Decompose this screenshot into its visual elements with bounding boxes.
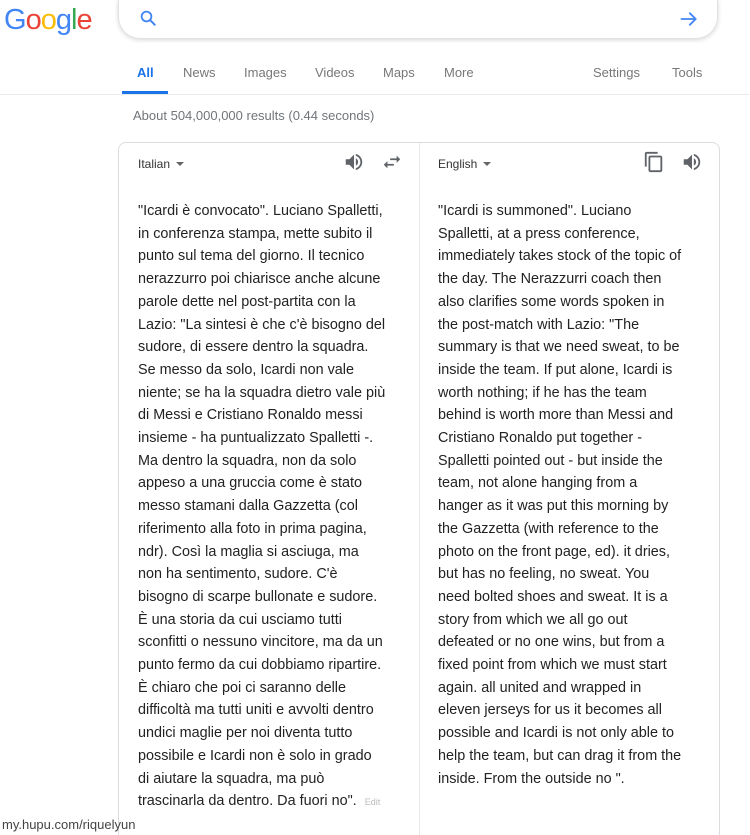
swap-languages-icon[interactable] xyxy=(381,151,403,173)
tab-all[interactable]: All xyxy=(137,65,154,80)
edit-link[interactable]: Edit xyxy=(364,797,381,808)
active-tab-indicator xyxy=(122,91,168,94)
result-stats: About 504,000,000 results (0.44 seconds) xyxy=(133,108,375,123)
search-box[interactable] xyxy=(118,0,718,39)
search-icon[interactable] xyxy=(139,9,157,27)
source-language-select[interactable] xyxy=(138,157,184,171)
target-text-area xyxy=(438,200,708,790)
search-input[interactable] xyxy=(169,6,673,34)
tab-more[interactable]: More xyxy=(444,65,474,80)
speaker-icon[interactable] xyxy=(681,151,703,173)
speaker-icon[interactable] xyxy=(343,151,365,173)
watermark: my.hupu.com/riquelyun xyxy=(2,817,136,832)
copy-icon[interactable] xyxy=(643,151,665,173)
logo-letter: o xyxy=(25,4,41,36)
source-text: "Icardi è convocato". Luciano Spalletti, in conferenza stampa, mette subito il punto sul tema del giorno. Il tecnico nerazzurro poi chiarisce anche alcune parole dette nel post-partita con la Lazio: "La sintesi è che c'è bisogno del sudore, di essere dentro la squadra. Se messo da solo, Icardi non vale niente; se ha la squadra dietro vale più di Messi e Cristiano Ronaldo messi insieme - ha puntualizzato Spalletti -. Ma dentro la squadra, non da solo appeso a una gruccia come è stato messo stamani dalla Gazzetta (col riferimento alla foto in prima pagina, ndr). Così la maglia si asciuga, ma non ha sentimento, sudore. C'è bisogno di scarpe bullonate e sudore. È una storia da cui usciamo tutti sconfitti o nessuno vincitore, ma da un punto fermo da cui dobbiamo ripartire. È chiaro che poi ci saranno delle difficoltà ma tutti uniti e avvolti dentro undici maglie per noi diventa tutto possibile e Icardi non è solo in grado di aiutare la squadra, ma può trascinarla da dentro. Da fuori no". xyxy=(138,203,386,810)
chevron-down-icon xyxy=(176,162,184,166)
tab-maps[interactable]: Maps xyxy=(383,65,415,80)
source-language-label: Italian xyxy=(138,157,171,171)
logo-letter: G xyxy=(4,4,26,36)
tab-tools[interactable]: Tools xyxy=(672,65,703,80)
pane-divider xyxy=(419,143,420,835)
search-tabs xyxy=(0,56,750,95)
google-logo[interactable] xyxy=(4,2,92,38)
source-text-area[interactable] xyxy=(138,200,408,814)
tab-images[interactable]: Images xyxy=(244,65,287,80)
target-language-label: English xyxy=(438,157,478,171)
logo-letter: o xyxy=(40,4,56,36)
target-language-select[interactable] xyxy=(438,157,491,171)
logo-letter: g xyxy=(55,4,71,36)
translate-card xyxy=(118,142,720,835)
logo-letter: l xyxy=(70,4,77,36)
arrow-right-icon[interactable] xyxy=(679,9,699,29)
chevron-down-icon xyxy=(483,162,491,166)
tab-videos[interactable]: Videos xyxy=(315,65,355,80)
tab-news[interactable]: News xyxy=(183,65,216,80)
logo-letter: e xyxy=(76,4,92,36)
tab-settings[interactable]: Settings xyxy=(593,65,640,80)
target-text: "Icardi is summoned". Luciano Spalletti, at a press conference, immediately takes stock of the topic of the day. The Nerazzurri coach then also clarifies some words spoken in the post-match with Lazio: "The summary is that we need sweat, to be inside the team. If put alone, Icardi is worth nothing; if he has the team behind is worth more than Messi and Cristiano Ronaldo put together - Spalletti pointed out - but inside the team, not alone hanging from a hanger as it was put this morning by the Gazzetta (with reference to the photo on the front page, ed). it dries, but has no feeling, no sweat. You need bolted shoes and sweat. It is a story from which we all go out defeated or no one wins, but from a fixed point from which we must start again. all united and wrapped in eleven jerseys for us it becomes all possible and Icardi is not only able to help the team, but can drag it from the inside. From the outside no ". xyxy=(438,203,682,787)
